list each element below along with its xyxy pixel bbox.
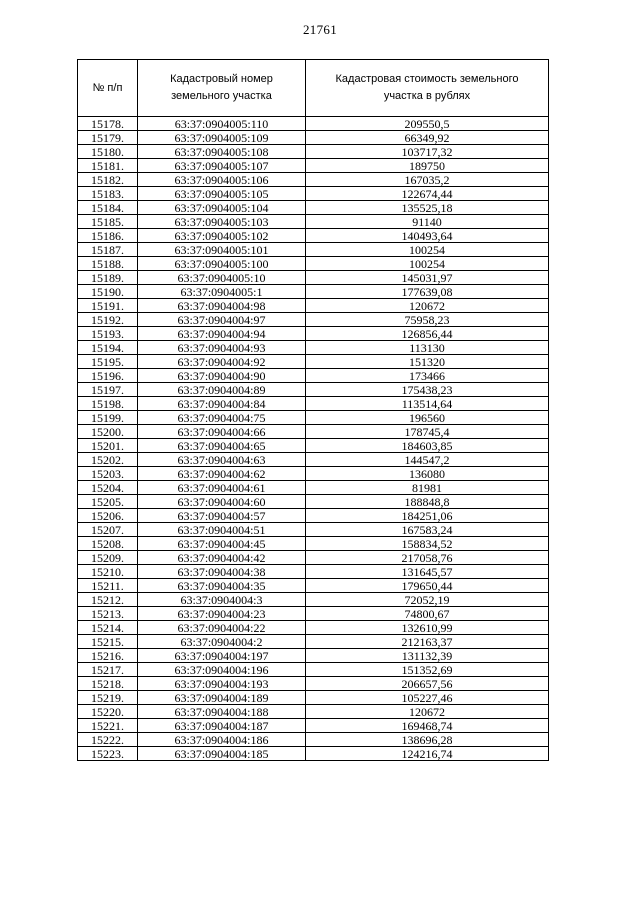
header-row: [78, 60, 549, 117]
row-number-cell: 15218.: [78, 677, 138, 691]
cadastral-value-cell: 184251,06: [306, 509, 549, 523]
cadastral-value-table: [77, 59, 549, 761]
header-cadastral-number-label: Кадастровый номер земельного участка: [170, 73, 273, 102]
row-number-cell: 15208.: [78, 537, 138, 551]
table-row: [78, 313, 549, 327]
cadastral-number-cell: 63:37:0904004:3: [138, 593, 306, 607]
cadastral-number-cell: 63:37:0904004:42: [138, 551, 306, 565]
table-row: [78, 173, 549, 187]
cadastral-number-cell: 63:37:0904004:186: [138, 733, 306, 747]
row-number-cell: 15206.: [78, 509, 138, 523]
cadastral-number-cell: 63:37:0904004:193: [138, 677, 306, 691]
cadastral-value-cell: 140493,64: [306, 229, 549, 243]
header-cadastral-value-label: Кадастровая стоимость земельного участка в рублях: [335, 73, 519, 102]
row-number-cell: 15204.: [78, 481, 138, 495]
row-number-cell: 15199.: [78, 411, 138, 425]
cadastral-value-cell: 113514,64: [306, 397, 549, 411]
cadastral-number-cell: 63:37:0904004:185: [138, 747, 306, 761]
row-number-cell: 15217.: [78, 663, 138, 677]
row-number-cell: 15216.: [78, 649, 138, 663]
row-number-cell: 15223.: [78, 747, 138, 761]
cadastral-number-cell: 63:37:0904005:101: [138, 243, 306, 257]
cadastral-number-cell: 63:37:0904004:93: [138, 341, 306, 355]
table-row: [78, 593, 549, 607]
cadastral-number-cell: 63:37:0904004:94: [138, 327, 306, 341]
table-row: [78, 341, 549, 355]
cadastral-value-cell: 132610,99: [306, 621, 549, 635]
cadastral-value-cell: 126856,44: [306, 327, 549, 341]
cadastral-number-cell: 63:37:0904004:188: [138, 705, 306, 719]
row-number-cell: 15202.: [78, 453, 138, 467]
cadastral-value-cell: 138696,28: [306, 733, 549, 747]
cadastral-value-cell: 131645,57: [306, 565, 549, 579]
cadastral-value-cell: 135525,18: [306, 201, 549, 215]
row-number-cell: 15188.: [78, 257, 138, 271]
row-number-cell: 15191.: [78, 299, 138, 313]
table-row: [78, 705, 549, 719]
row-number-cell: 15222.: [78, 733, 138, 747]
cadastral-number-cell: 63:37:0904004:92: [138, 355, 306, 369]
cadastral-value-cell: 167035,2: [306, 173, 549, 187]
cadastral-value-cell: 136080: [306, 467, 549, 481]
row-number-cell: 15210.: [78, 565, 138, 579]
cadastral-value-cell: 81981: [306, 481, 549, 495]
cadastral-number-cell: 63:37:0904004:89: [138, 383, 306, 397]
table-row: [78, 201, 549, 215]
cadastral-value-cell: 100254: [306, 257, 549, 271]
table-row: [78, 439, 549, 453]
cadastral-value-cell: 173466: [306, 369, 549, 383]
table-row: [78, 369, 549, 383]
cadastral-number-cell: 63:37:0904004:187: [138, 719, 306, 733]
header-cadastral-number: [138, 60, 306, 117]
cadastral-value-cell: 188848,8: [306, 495, 549, 509]
cadastral-number-cell: 63:37:0904004:75: [138, 411, 306, 425]
row-number-cell: 15211.: [78, 579, 138, 593]
table-row: [78, 159, 549, 173]
cadastral-number-cell: 63:37:0904005:103: [138, 215, 306, 229]
cadastral-number-cell: 63:37:0904005:107: [138, 159, 306, 173]
table-row: [78, 649, 549, 663]
table-row: [78, 355, 549, 369]
table-body: [78, 117, 549, 761]
table-row: [78, 621, 549, 635]
cadastral-value-cell: 178745,4: [306, 425, 549, 439]
cadastral-value-cell: 206657,56: [306, 677, 549, 691]
cadastral-number-cell: 63:37:0904004:65: [138, 439, 306, 453]
table-row: [78, 187, 549, 201]
table-row: [78, 453, 549, 467]
table-row: [78, 327, 549, 341]
cadastral-number-cell: 63:37:0904004:66: [138, 425, 306, 439]
row-number-cell: 15203.: [78, 467, 138, 481]
cadastral-value-cell: 103717,32: [306, 145, 549, 159]
cadastral-number-cell: 63:37:0904005:106: [138, 173, 306, 187]
row-number-cell: 15196.: [78, 369, 138, 383]
cadastral-value-cell: 91140: [306, 215, 549, 229]
row-number-cell: 15200.: [78, 425, 138, 439]
table-row: [78, 425, 549, 439]
table-row: [78, 299, 549, 313]
cadastral-value-cell: 124216,74: [306, 747, 549, 761]
row-number-cell: 15209.: [78, 551, 138, 565]
table-row: [78, 271, 549, 285]
cadastral-value-cell: 212163,37: [306, 635, 549, 649]
table-row: [78, 691, 549, 705]
table-row: [78, 257, 549, 271]
cadastral-number-cell: 63:37:0904004:63: [138, 453, 306, 467]
header-row-number-label: № п/п: [92, 81, 123, 94]
cadastral-number-cell: 63:37:0904005:110: [138, 117, 306, 131]
table-row: [78, 635, 549, 649]
cadastral-number-cell: 63:37:0904004:60: [138, 495, 306, 509]
cadastral-number-cell: 63:37:0904004:90: [138, 369, 306, 383]
table-row: [78, 243, 549, 257]
row-number-cell: 15213.: [78, 607, 138, 621]
table-header: [78, 60, 549, 117]
cadastral-number-cell: 63:37:0904005:100: [138, 257, 306, 271]
header-row-number: [78, 60, 138, 117]
row-number-cell: 15219.: [78, 691, 138, 705]
cadastral-number-cell: 63:37:0904004:2: [138, 635, 306, 649]
cadastral-number-cell: 63:37:0904004:62: [138, 467, 306, 481]
cadastral-value-cell: 66349,92: [306, 131, 549, 145]
table-row: [78, 509, 549, 523]
cadastral-value-cell: 151320: [306, 355, 549, 369]
row-number-cell: 15207.: [78, 523, 138, 537]
cadastral-value-cell: 158834,52: [306, 537, 549, 551]
cadastral-value-cell: 179650,44: [306, 579, 549, 593]
table-row: [78, 537, 549, 551]
header-cadastral-value: [306, 60, 549, 117]
table-row: [78, 411, 549, 425]
cadastral-number-cell: 63:37:0904005:104: [138, 201, 306, 215]
table-row: [78, 733, 549, 747]
cadastral-number-cell: 63:37:0904004:51: [138, 523, 306, 537]
row-number-cell: 15193.: [78, 327, 138, 341]
cadastral-number-cell: 63:37:0904005:105: [138, 187, 306, 201]
cadastral-value-cell: 169468,74: [306, 719, 549, 733]
table-row: [78, 677, 549, 691]
cadastral-number-cell: 63:37:0904004:84: [138, 397, 306, 411]
row-number-cell: 15182.: [78, 173, 138, 187]
table-row: [78, 215, 549, 229]
row-number-cell: 15187.: [78, 243, 138, 257]
table-row: [78, 719, 549, 733]
row-number-cell: 15190.: [78, 285, 138, 299]
cadastral-number-cell: 63:37:0904005:109: [138, 131, 306, 145]
cadastral-value-cell: 122674,44: [306, 187, 549, 201]
cadastral-value-cell: 177639,08: [306, 285, 549, 299]
table-row: [78, 481, 549, 495]
row-number-cell: 15185.: [78, 215, 138, 229]
row-number-cell: 15212.: [78, 593, 138, 607]
row-number-cell: 15195.: [78, 355, 138, 369]
row-number-cell: 15181.: [78, 159, 138, 173]
cadastral-value-cell: 100254: [306, 243, 549, 257]
cadastral-value-cell: 120672: [306, 705, 549, 719]
row-number-cell: 15197.: [78, 383, 138, 397]
cadastral-value-cell: 105227,46: [306, 691, 549, 705]
row-number-cell: 15180.: [78, 145, 138, 159]
row-number-cell: 15178.: [78, 117, 138, 131]
table-row: [78, 117, 549, 131]
cadastral-value-cell: 120672: [306, 299, 549, 313]
row-number-cell: 15205.: [78, 495, 138, 509]
table-row: [78, 383, 549, 397]
row-number-cell: 15215.: [78, 635, 138, 649]
row-number-cell: 15221.: [78, 719, 138, 733]
table-row: [78, 131, 549, 145]
cadastral-value-cell: 72052,19: [306, 593, 549, 607]
row-number-cell: 15214.: [78, 621, 138, 635]
table-row: [78, 145, 549, 159]
row-number-cell: 15198.: [78, 397, 138, 411]
cadastral-value-cell: 144547,2: [306, 453, 549, 467]
table-row: [78, 579, 549, 593]
table-row: [78, 495, 549, 509]
cadastral-value-cell: 209550,5: [306, 117, 549, 131]
cadastral-number-cell: 63:37:0904004:97: [138, 313, 306, 327]
row-number-cell: 15186.: [78, 229, 138, 243]
table-row: [78, 229, 549, 243]
cadastral-number-cell: 63:37:0904005:10: [138, 271, 306, 285]
cadastral-value-cell: 217058,76: [306, 551, 549, 565]
cadastral-value-cell: 75958,23: [306, 313, 549, 327]
cadastral-value-cell: 196560: [306, 411, 549, 425]
cadastral-number-cell: 63:37:0904004:98: [138, 299, 306, 313]
cadastral-number-cell: 63:37:0904004:38: [138, 565, 306, 579]
row-number-cell: 15189.: [78, 271, 138, 285]
cadastral-number-cell: 63:37:0904004:22: [138, 621, 306, 635]
table-row: [78, 565, 549, 579]
cadastral-number-cell: 63:37:0904004:57: [138, 509, 306, 523]
cadastral-number-cell: 63:37:0904004:45: [138, 537, 306, 551]
row-number-cell: 15184.: [78, 201, 138, 215]
table-row: [78, 663, 549, 677]
cadastral-number-cell: 63:37:0904004:197: [138, 649, 306, 663]
table-row: [78, 607, 549, 621]
cadastral-value-cell: 175438,23: [306, 383, 549, 397]
cadastral-value-cell: 184603,85: [306, 439, 549, 453]
cadastral-value-cell: 145031,97: [306, 271, 549, 285]
row-number-cell: 15194.: [78, 341, 138, 355]
table-row: [78, 747, 549, 761]
table-row: [78, 467, 549, 481]
cadastral-value-cell: 167583,24: [306, 523, 549, 537]
row-number-cell: 15179.: [78, 131, 138, 145]
row-number-cell: 15183.: [78, 187, 138, 201]
cadastral-number-cell: 63:37:0904005:108: [138, 145, 306, 159]
cadastral-value-cell: 113130: [306, 341, 549, 355]
cadastral-number-cell: 63:37:0904004:189: [138, 691, 306, 705]
table-row: [78, 523, 549, 537]
row-number-cell: 15192.: [78, 313, 138, 327]
cadastral-number-cell: 63:37:0904004:196: [138, 663, 306, 677]
cadastral-number-cell: 63:37:0904004:61: [138, 481, 306, 495]
cadastral-number-cell: 63:37:0904005:102: [138, 229, 306, 243]
cadastral-value-cell: 189750: [306, 159, 549, 173]
cadastral-value-cell: 131132,39: [306, 649, 549, 663]
table-row: [78, 397, 549, 411]
table-row: [78, 285, 549, 299]
cadastral-value-cell: 151352,69: [306, 663, 549, 677]
table-row: [78, 551, 549, 565]
row-number-cell: 15201.: [78, 439, 138, 453]
cadastral-value-cell: 74800,67: [306, 607, 549, 621]
cadastral-number-cell: 63:37:0904004:23: [138, 607, 306, 621]
row-number-cell: 15220.: [78, 705, 138, 719]
cadastral-number-cell: 63:37:0904005:1: [138, 285, 306, 299]
cadastral-number-cell: 63:37:0904004:35: [138, 579, 306, 593]
page-number: 21761: [303, 22, 337, 37]
